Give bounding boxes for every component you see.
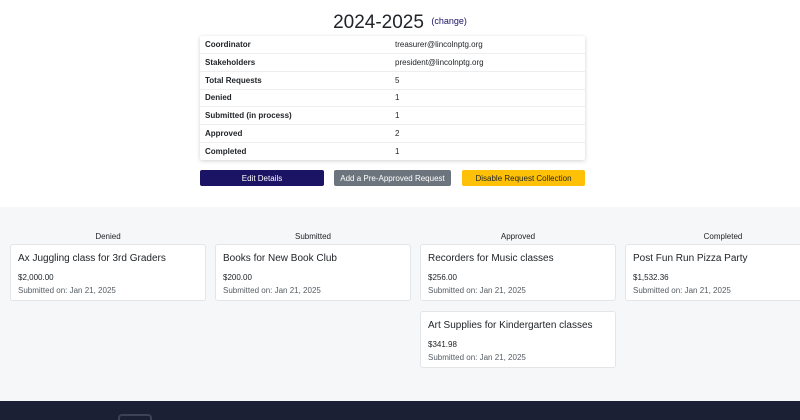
request-title: Ax Juggling class for 3rd Graders — [18, 253, 166, 264]
details-label: Coordinator — [200, 36, 390, 54]
details-value: 1 — [390, 107, 585, 125]
column-approved — [420, 207, 616, 378]
request-title: Recorders for Music classes — [428, 253, 554, 264]
request-amount: $2,000.00 — [18, 273, 54, 282]
request-submitted-date: Submitted on: Jan 21, 2025 — [18, 286, 116, 295]
details-value: 1 — [395, 146, 400, 156]
details-label: Submitted (in process) — [200, 107, 390, 125]
details-label: Completed — [205, 146, 247, 156]
details-row-denied — [200, 89, 585, 107]
disable-request-collection-button[interactable]: Disable Request Collection — [462, 170, 585, 186]
request-title: Books for New Book Club — [223, 253, 337, 264]
details-label: Stakeholders — [200, 54, 390, 72]
column-title: Denied — [95, 232, 121, 241]
request-title: Post Fun Run Pizza Party — [633, 253, 748, 264]
column-title: Approved — [500, 232, 536, 241]
details-card — [200, 36, 585, 160]
column-denied — [10, 207, 206, 311]
request-card[interactable] — [420, 311, 616, 368]
footer — [0, 401, 800, 420]
edit-details-button[interactable]: Edit Details — [200, 170, 324, 186]
request-amount: $341.98 — [428, 340, 457, 349]
details-row-stakeholders — [200, 54, 585, 72]
details-row-total — [200, 71, 585, 89]
details-row-completed — [200, 142, 585, 160]
details-label: Total Requests — [200, 71, 390, 89]
request-submitted-date: Submitted on: Jan 21, 2025 — [223, 286, 321, 295]
request-card[interactable] — [10, 244, 206, 301]
request-card[interactable] — [420, 244, 616, 301]
details-label: Approved — [200, 124, 390, 142]
details-row-submitted — [200, 107, 585, 125]
request-board — [0, 207, 800, 401]
request-amount: $200.00 — [223, 273, 252, 282]
page-header — [0, 0, 800, 36]
change-year-link[interactable]: (change) — [431, 16, 467, 26]
request-submitted-date: Submitted on: Jan 21, 2025 — [428, 286, 526, 295]
details-value: 5 — [390, 71, 585, 89]
request-submitted-date: Submitted on: Jan 21, 2025 — [428, 353, 526, 362]
details-table — [200, 36, 585, 160]
request-card[interactable] — [215, 244, 411, 301]
details-value: treasurer@lincolnptg.org — [390, 36, 585, 54]
column-title: Completed — [703, 232, 743, 241]
add-pre-approved-request-button[interactable]: Add a Pre-Approved Request — [334, 170, 451, 186]
column-title: Submitted — [294, 232, 332, 241]
page-title: 2024-2025 — [333, 12, 424, 33]
request-amount: $1,532.36 — [633, 273, 669, 282]
details-value: 2 — [390, 124, 585, 142]
column-submitted — [215, 207, 411, 311]
request-title: Art Supplies for Kindergarten classes — [428, 320, 593, 331]
details-label: Denied — [200, 89, 390, 107]
request-submitted-date: Submitted on: Jan 21, 2025 — [633, 286, 731, 295]
action-buttons — [200, 170, 585, 186]
details-row-approved — [200, 124, 585, 142]
details-value: 1 — [390, 89, 585, 107]
request-amount: $256.00 — [428, 273, 457, 282]
details-value: president@lincolnptg.org — [390, 54, 585, 72]
column-completed — [625, 207, 800, 311]
details-row-coordinator — [200, 36, 585, 54]
footer-logo-icon — [118, 414, 152, 420]
request-card[interactable] — [625, 244, 800, 301]
